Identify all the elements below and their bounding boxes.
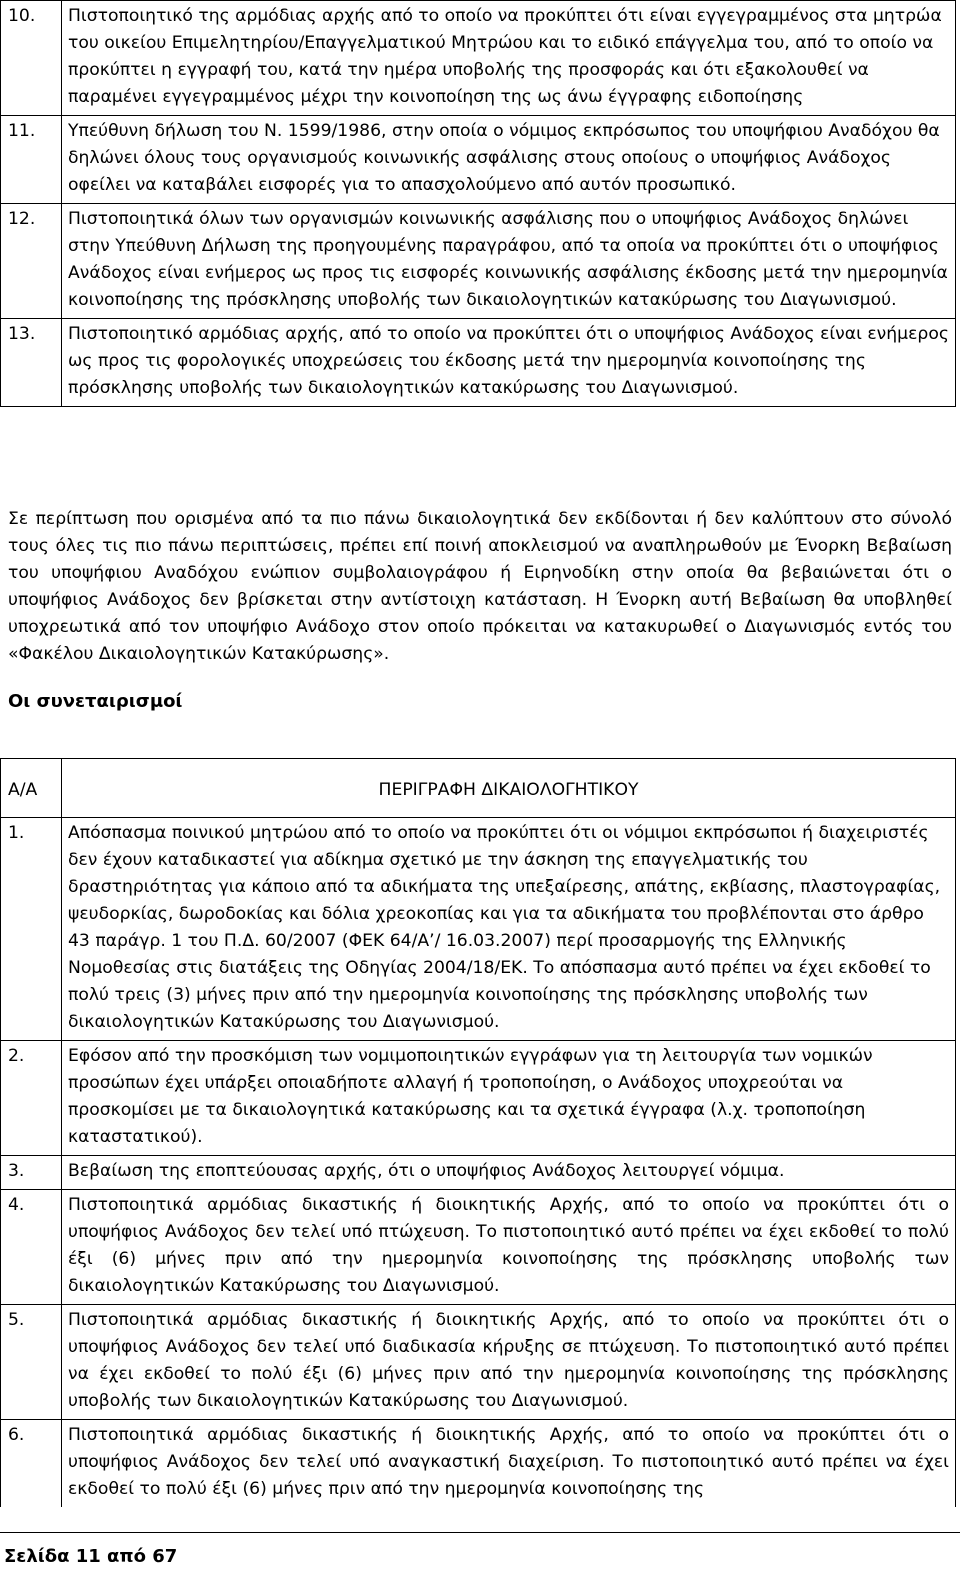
row-description: Πιστοποιητικά αρμόδιας δικαστικής ή διοικητικής Αρχής, από το οποίο να προκύπτει ότι ο υποψήφιος Ανάδοχος δεν τελεί υπό αναγκαστική διαχείριση. Το πιστοποιητικό αυτό πρέπει να έχει εκδοθεί το πολύ έξι (6) μήνες πριν από την ημερομηνία κοινοποίησης της [62, 1420, 956, 1508]
item-text: Υπεύθυνη δήλωση του Ν. 1599/1986, στην οποία ο νόμιμος εκπρόσωπος του υποψήφιου Αναδόχου θα δηλώνει όλους τους οργανισμούς κοινωνικής ασφάλισης στους οποίους ο υποψήφιος Ανάδοχος οφείλει να καταβάλει εισφορές για το απασχολούμενο από αυτόν προσωπικό. [62, 116, 956, 204]
row-number: 6. [1, 1420, 62, 1508]
page-bottom-divider [0, 1532, 960, 1533]
section-heading: Οι συνεταιρισμοί [8, 691, 183, 712]
item-text: Πιστοποιητικά όλων των οργανισμών κοινωνικής ασφάλισης που ο υποψήφιος Ανάδοχος δηλώνει στην Υπεύθυνη Δήλωση της προηγουμένης παραγράφου, από τα οποία να προκύπτει ότι ο υποψήφιος Ανάδοχος είναι ενήμερος ως προς τις εισφορές κοινωνικής ασφάλισης έκδοσης μετά την ημερομηνία κοινοποίησης της πρόσκλησης υποβολής των δικαιολογητικών κατακύρωσης του Διαγωνισμού. [62, 204, 956, 319]
row-description: Πιστοποιητικά αρμόδιας δικαστικής ή διοικητικής Αρχής, από το οποίο να προκύπτει ότι ο υποψήφιος Ανάδοχος δεν τελεί υπό πτώχευση. Το πιστοποιητικό αυτό πρέπει να έχει εκδοθεί το πολύ έξι (6) μήνες πριν από την ημερομηνία κοινοποίησης της πρόσκλησης υποβολής των δικαιολογητικών Κατακύρωσης του Διαγωνισμού. [62, 1190, 956, 1305]
row-number: 4. [1, 1190, 62, 1305]
row-description: Βεβαίωση της εποπτεύουσας αρχής, ότι ο υποψήφιος Ανάδοχος λειτουργεί νόμιμα. [62, 1156, 956, 1190]
row-description: Εφόσον από την προσκόμιση των νομιμοποιητικών εγγράφων για τη λειτουργία των νομικών προσώπων έχει υπάρξει οποιαδήποτε αλλαγή ή τροποποίηση, ο Ανάδοχος υποχρεούται να προσκομίσει με τα δικαιολογητικά κατακύρωσης και τα σχετικά έγγραφα (λ.χ. τροποποίηση καταστατικού). [62, 1041, 956, 1156]
item-number: 12. [1, 204, 62, 319]
row-number: 2. [1, 1041, 62, 1156]
page-number-footer: Σελίδα 11 από 67 [4, 1546, 178, 1567]
table-row [1, 319, 956, 407]
row-number: 1. [1, 818, 62, 1041]
top-requirements-table [0, 0, 956, 407]
table-row [1, 1156, 956, 1190]
item-number: 13. [1, 319, 62, 407]
cooperatives-documents-table [0, 758, 956, 1507]
table-header-row [1, 759, 956, 818]
table-row [1, 1190, 956, 1305]
row-description: Απόσπασμα ποινικού μητρώου από το οποίο να προκύπτει ότι οι νόμιμοι εκπρόσωποι ή διαχειριστές δεν έχουν καταδικαστεί για αδίκημα σχετικό με την άσκηση της επαγγελματικής του δραστηριότητας για κάποιο από τα αδικήματα της υπεξαίρεσης, απάτης, εκβίασης, πλαστογραφίας, ψευδορκίας, δωροδοκίας και δόλια χρεοκοπίας και για τα αδικήματα του προβλέπονται στο άρθρο 43 παράγρ. 1 του Π.Δ. 60/2007 (ΦΕΚ 64/Α’/ 16.03.2007) περί προσαρμογής της Ελληνικής Νομοθεσίας στις διατάξεις της Οδηγίας 2004/18/ΕΚ. Το απόσπασμα αυτό πρέπει να έχει εκδοθεί το πολύ τρεις (3) μήνες πριν από την ημερομηνία κοινοποίησης της πρόσκλησης υποβολής των δικαιολογητικών Κατακύρωσης του Διαγωνισμού. [62, 818, 956, 1041]
table-row [1, 1420, 956, 1508]
table-row [1, 818, 956, 1041]
table-row [1, 116, 956, 204]
column-header-description: ΠΕΡΙΓΡΑΦΗ ΔΙΚΑΙΟΛΟΓΗΤΙΚΟΥ [62, 759, 956, 818]
table-row [1, 1305, 956, 1420]
column-header-number: Α/Α [1, 759, 62, 818]
item-number: 11. [1, 116, 62, 204]
row-description: Πιστοποιητικά αρμόδιας δικαστικής ή διοικητικής Αρχής, από το οποίο να προκύπτει ότι ο υποψήφιος Ανάδοχος δεν τελεί υπό διαδικασία κήρυξης σε πτώχευση. Το πιστοποιητικό αυτό πρέπει να έχει εκδοθεί το πολύ έξι (6) μήνες πριν από την ημερομηνία κοινοποίησης της πρόσκλησης υποβολής των δικαιολογητικών Κατακύρωσης του Διαγωνισμού. [62, 1305, 956, 1420]
row-number: 3. [1, 1156, 62, 1190]
item-text: Πιστοποιητικό αρμόδιας αρχής, από το οποίο να προκύπτει ότι ο υποψήφιος Ανάδοχος είναι ενήμερος ως προς τις φορολογικές υποχρεώσεις του έκδοσης μετά την ημερομηνία κοινοποίησης της πρόσκλησης υποβολής των δικαιολογητικών κατακύρωσης του Διαγωνισμού. [62, 319, 956, 407]
item-text: Πιστοποιητικό της αρμόδιας αρχής από το οποίο να προκύπτει ότι είναι εγγεγραμμένος στα μητρώα του οικείου Επιμελητηρίου/Επαγγελματικού Μητρώου και το ειδικό επάγγελμα του, από το οποίο να προκύπτει η εγγραφή του, κατά την ημέρα υποβολής της προσφοράς και ότι εξακολουθεί να παραμένει εγγεγραμμένος μέχρι την κοινοποίηση της ως άνω έγγραφης ειδοποίησης [62, 1, 956, 116]
table-row [1, 204, 956, 319]
sworn-statement-paragraph: Σε περίπτωση που ορισμένα από τα πιο πάνω δικαιολογητικά δεν εκδίδονται ή δεν καλύπτουν στο σύνολό τους όλες τις πιο πάνω περιπτώσεις, πρέπει επί ποινή αποκλεισμού να αναπληρωθούν με Ένορκη Βεβαίωση του υποψήφιου Αναδόχου ενώπιον συμβολαιογράφου ή Ειρηνοδίκη στην οποία θα βεβαιώνεται ότι ο υποψήφιος Ανάδοχος δεν βρίσκεται στην αντίστοιχη κατάσταση. Η Ένορκη αυτή Βεβαίωση θα υποβληθεί υποχρεωτικά από τον υποψήφιο Ανάδοχο στον οποίο πρόκειται να κατακυρωθεί ο Διαγωνισμός εντός του «Φακέλου Δικαιολογητικών Κατακύρωσης». [8, 509, 952, 664]
table-row [1, 1041, 956, 1156]
row-number: 5. [1, 1305, 62, 1420]
table-row [1, 1, 956, 116]
item-number: 10. [1, 1, 62, 116]
